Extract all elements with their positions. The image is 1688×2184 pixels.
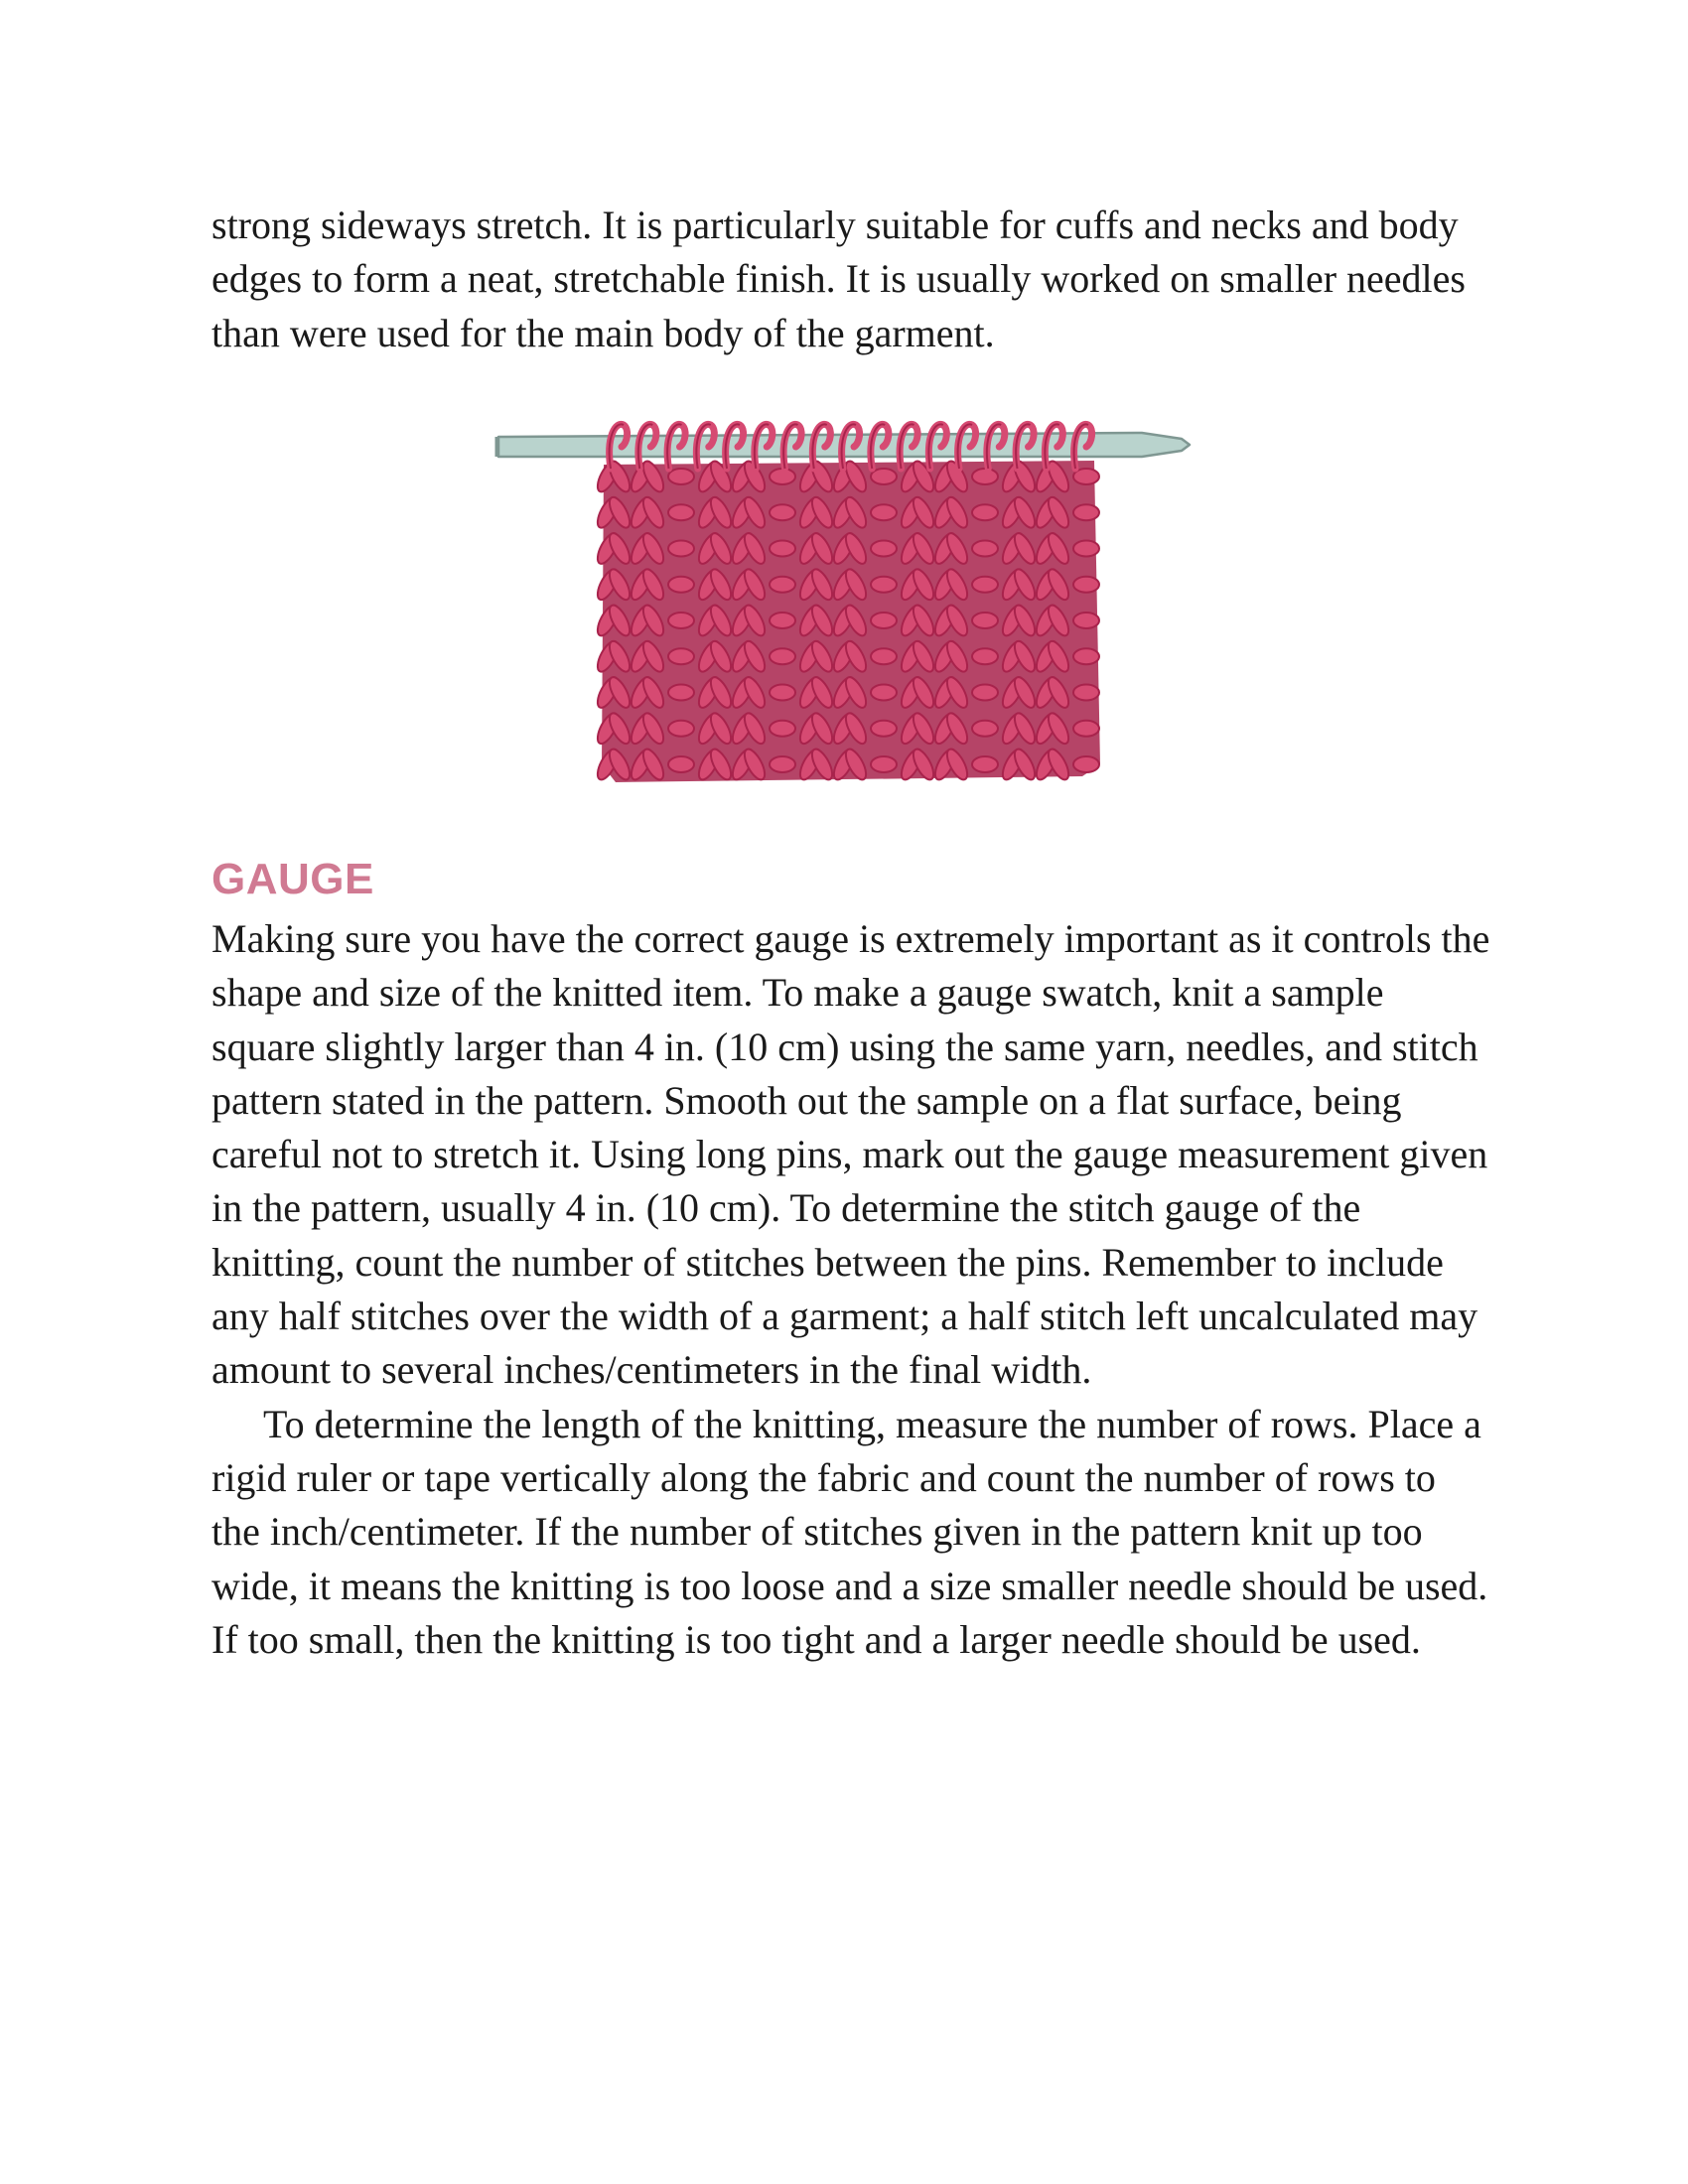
intro-text-block xyxy=(211,199,1492,360)
gauge-paragraph-2: To determine the length of the knitting, measure the number of rows. Place a rigid ruler or tape vertically along the fabric and count the number of rows to the inch/centimeter. If the number of stitches given in the pattern knit up too wide, it means the knitting is too loose and a size smaller needle should be used. If too small, then the knitting is too tight and a larger needle should be used. xyxy=(211,1401,1488,1662)
knitted-swatch-on-needle-icon xyxy=(487,407,1221,804)
gauge-paragraph-1: Making sure you have the correct gauge is extremely important as it controls the shape and size of the knitted item. To make a gauge swatch, knit a sample square slightly larger than 4 in. (10 cm) using the same yarn, needles, and stitch pattern stated in the pattern. Smooth out the sample on a flat surface, being careful not to stretch it. Using long pins, mark out the gauge measurement given in the pattern, usually 4 in. (10 cm). To determine the stitch gauge of the knitting, count the number of stitches between the pins. Remember to include any half stitches over the width of a garment; a half stitch left uncalculated may amount to several inches/centimeters in the final width. xyxy=(211,916,1490,1393)
intro-paragraph: strong sideways stretch. It is particularly suitable for cuffs and necks and body edges to form a neat, stretchable finish. It is usually worked on smaller needles than were used for the main body of the garment. xyxy=(211,203,1466,355)
ribbed-swatch-icon xyxy=(594,459,1100,783)
gauge-heading: GAUGE xyxy=(211,855,374,903)
gauge-text-block xyxy=(211,912,1492,1667)
